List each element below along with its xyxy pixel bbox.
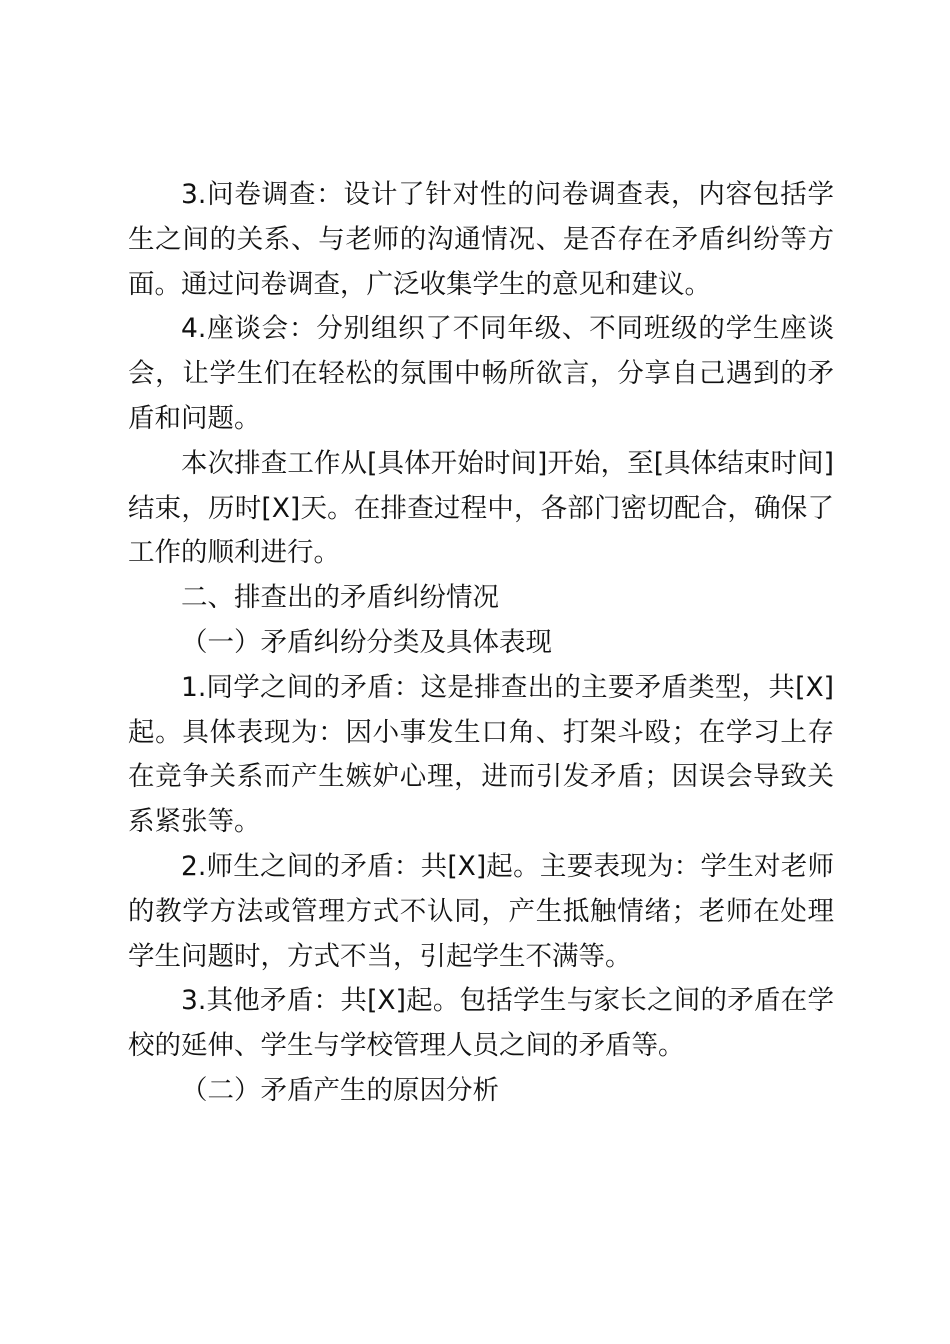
paragraph-symposium: 4.座谈会：分别组织了不同年级、不同班级的学生座谈会，让学生们在轻松的氛围中畅所欲言，分享自己遇到的矛盾和问题。 — [128, 313, 834, 434]
subsection-heading-causes: （二）矛盾产生的原因分析 — [181, 1074, 499, 1106]
paragraph-teacher-student-conflicts: 2.师生之间的矛盾：共[X]起。主要表现为：学生对老师的教学方法或管理方式不认同，产生抵触情绪；老师在处理学生问题时，方式不当，引起学生不满等。 — [128, 850, 834, 972]
paragraph-student-conflicts: 1.同学之间的矛盾：这是排查出的主要矛盾类型，共[X]起。具体表现为：因小事发生口角、打架斗殴；在学习上存在竞争关系而产生嫉妒心理，进而引发矛盾；因误会导致关系紧张等。 — [128, 671, 834, 838]
paragraph-questionnaire: 3.问卷调查：设计了针对性的问卷调查表，内容包括学生之间的关系、与老师的沟通情况、是否存在矛盾纠纷等方面。通过问卷调查，广泛收集学生的意见和建议。 — [128, 179, 834, 300]
section-heading-conflicts: 二、排查出的矛盾纠纷情况 — [181, 582, 499, 614]
paragraph-investigation-period: 本次排查工作从[具体开始时间]开始，至[具体结束时间]结束，历时[X]天。在排查过程中，各部门密切配合，确保了工作的顺利进行。 — [128, 447, 834, 569]
document-body — [128, 173, 834, 1114]
subsection-heading-classification: （一）矛盾纠纷分类及具体表现 — [181, 626, 552, 658]
paragraph-other-conflicts: 3.其他矛盾：共[X]起。包括学生与家长之间的矛盾在学校的延伸、学生与学校管理人员之间的矛盾等。 — [128, 985, 834, 1062]
